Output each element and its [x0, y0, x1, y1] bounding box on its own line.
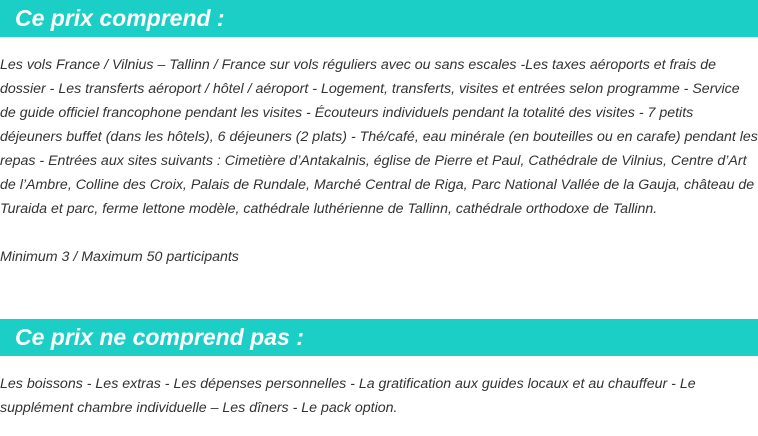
included-heading: Ce prix comprend : — [15, 5, 225, 31]
participants-text: Minimum 3 / Maximum 50 participants — [0, 249, 239, 265]
included-items-text: Les vols France / Vilnius – Tallinn / France sur vols réguliers avec ou sans escales -Les taxes aéroports et frais de dossier - Les transferts aéroport / hôtel / aéroport - Logement, transferts, visites et entrées selon programme - Service de guide officiel francophone pendant les visites - Écouteurs individuels pendant la totalité des visites - 7 petits déjeuners buffet (dans les hôtels), 6 déjeuners (2 plats) - Thé/café, eau minérale (en bouteilles ou en carafe) pendant les repas - Entrées aux sites suivants : Cimetière d’Antakalnis, église de Pierre et Paul, Cathédrale de Vilnius, Centre d’Art de l’Ambre, Colline des Croix, Palais de Rundale, Marché Central de Riga, Parc National Vallée de la Gauja, château de Turaida et parc, ferme lettone modèle, cathédrale luthérienne de Tallinn, cathédrale orthodoxe de Tallinn. — [0, 57, 758, 217]
excluded-section-header — [0, 319, 758, 356]
excluded-items-text: Les boissons - Les extras - Les dépenses personnelles - La gratification aux guides locaux et au chauffeur - Le supplément chambre individuelle – Les dîners - Le pack option. — [0, 376, 696, 416]
included-section-header — [0, 0, 758, 37]
excluded-heading: Ce prix ne comprend pas : — [15, 324, 304, 350]
